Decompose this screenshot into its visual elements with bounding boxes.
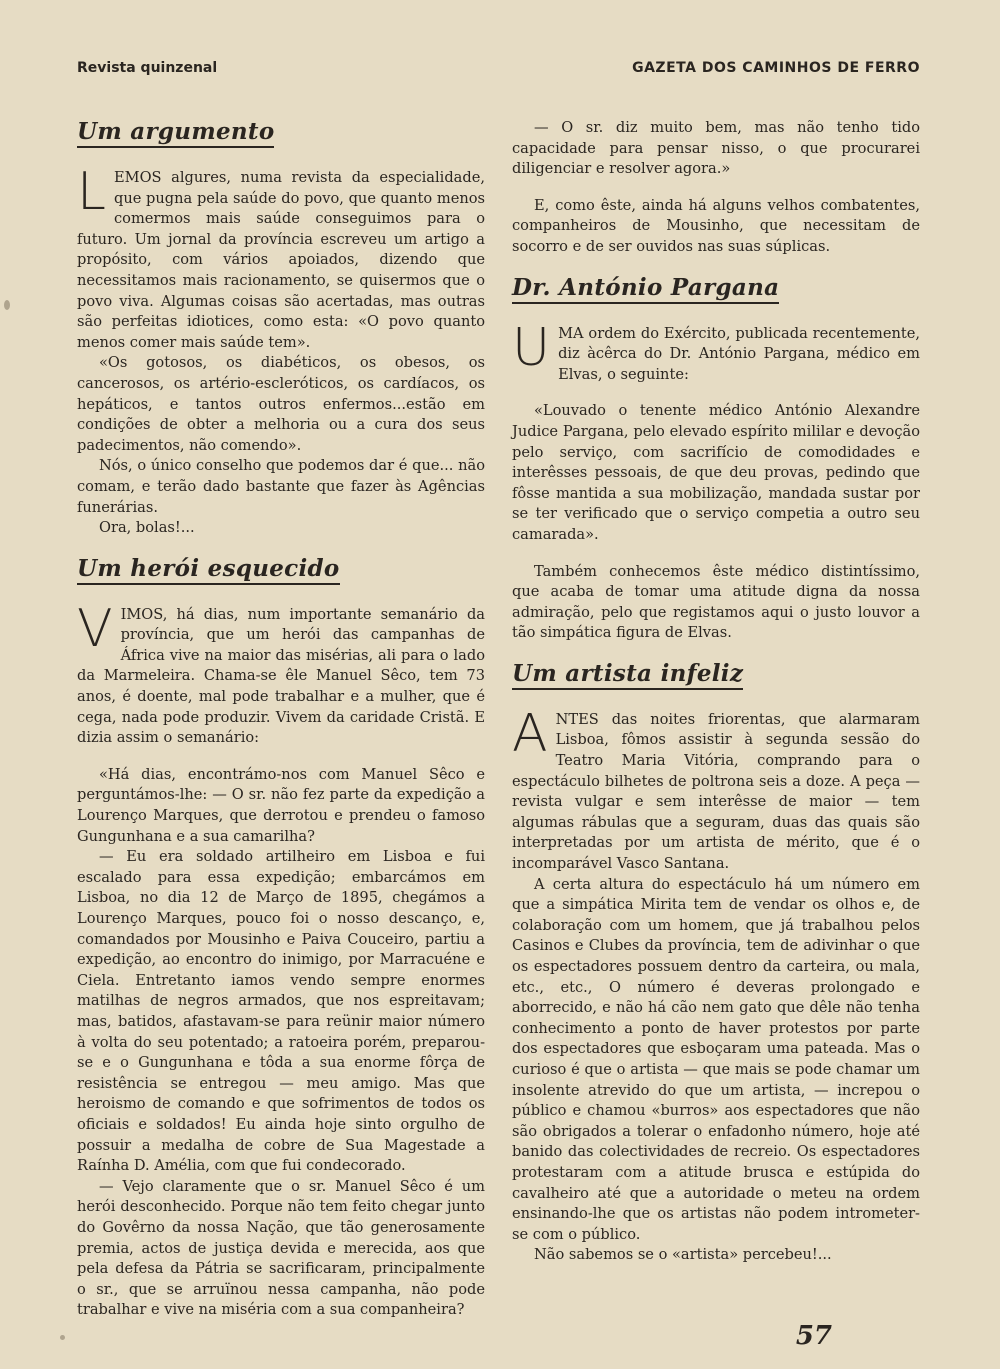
- paragraph: E, como êste, ainda há alguns velhos combatentes, companheiros de Mousinho, que necessitam de socorro e de ser ouvidos nas suas súplicas.: [512, 196, 920, 255]
- article-artista: [512, 703, 920, 1266]
- drop-cap: V: [77, 598, 113, 659]
- paragraph: Também conhecemos êste médico distintíssimo, que acaba de tomar uma atitude digna da nossa admiração, pelo que registamos aqui o justo louvor a tão simpática figura de Elvas.: [512, 562, 920, 642]
- article-argumento: [77, 162, 485, 539]
- article-title-pargana: Dr. António Pargana: [512, 274, 779, 304]
- paper-stain: [4, 300, 10, 310]
- header-left: Revista quinzenal: [77, 60, 218, 76]
- page-number: 57: [795, 1321, 832, 1351]
- drop-cap: A: [512, 703, 548, 764]
- paragraph: VIMOS, há dias, num importante semanário da província, que um herói das campanhas de África vive na maior das misérias, ali para o lado da Marmeleira. Chama-se êle Manuel Sêco, tem 73 anos, é doente, mal pode trabalhar e a mulher, que é cega, nada pode produzir. Vivem da caridade Cristã. E dizia assim o semanário:: [77, 598, 485, 747]
- drop-cap: L: [77, 162, 106, 222]
- article-title-argumento: Um argumento: [77, 118, 274, 148]
- paragraph: «Há dias, encontrámo-nos com Manuel Sêco e perguntámos-lhe: — O sr. não fez parte da expedição a Lourenço Marques, que derrotou e prendeu o famoso Gungunhana e a sua camarilha?: [77, 765, 485, 845]
- paragraph: Não sabemos se o «artista» percebeu!...: [534, 1246, 832, 1264]
- paragraph: UMA ordem do Exército, publicada recentemente, diz àcêrca do Dr. António Pargana, médico em Elvas, o seguinte:: [512, 317, 920, 383]
- right-column: [512, 118, 920, 1266]
- paragraph: — O sr. diz muito bem, mas não tenho tido capacidade para pensar nisso, o que procurarei diligenciar e resolver agora.»: [512, 119, 920, 178]
- paragraph: «Louvado o tenente médico António Alexandre Judice Pargana, pelo elevado espírito mililar e devoção pelo serviço, com sacrifício de comodidades e interêsses pessoais, de que deu provas, pedindo que fôsse mantida a sua mobilização, mandada sustar por se ter verificado que o serviço competia a outro seu camarada».: [512, 402, 920, 543]
- paragraph: — Vejo claramente que o sr. Manuel Sêco é um herói desconhecido. Porque não tem feito chegar junto do Govêrno da nossa Nação, que tão generosamente premia, actos de justiça devida e merecida, aos que pela defesa da Pátria se sacrificaram, principalmente o sr., que se arruïnou nessa campanha, não pode trabalhar e vive na miséria com a sua companheira?: [77, 1177, 485, 1319]
- paragraph: A certa altura do espectáculo há um número em que a simpática Mirita tem de vendar os olhos e, de colaboração com um homem, que já trabalhou pelos Casinos e Clubes da província, tem de adivinhar o que os espectadores possuem dentro da carteira, ou mala, etc., etc., O número é deveras prolongado e aborrecido, e não há cão nem gato que dêle não tenha conhecimento a ponto de haver protestos por parte dos espectadores que esboçaram uma pateada. Mas o curioso é que o artista — que mais se pode chamar um insolente atrevido do que um artista, — increpou o público e chamou «burros» aos espectadores que não são obrigados a tolerar o enfadonho número, hoje até banido das colectividades de recreio. Os espectadores protestaram com a atitude brusca e estúpida do cavalheiro até que a autoridade o meteu na ordem ensinando-lhe que os artistas não podem intrometer-se com o público.: [512, 875, 920, 1243]
- article-title-artista: Um artista infeliz: [512, 660, 743, 690]
- left-column: [77, 110, 485, 1321]
- paragraph: ANTES das noites friorentas, que alarmaram Lisboa, fômos assistir à segunda sessão do Teatro Maria Vitória, comprando para o espectáculo bilhetes de poltrona seis a doze. A peça — revista vulgar e sem interêsse de maior — tem algumas rábulas que a seguram, duas das quais são interpretadas por um artista de mérito, que é o incomparável Vasco Santana.: [512, 703, 920, 873]
- article-heroi: [77, 598, 485, 1321]
- paragraph: Nós, o único conselho que podemos dar é que... não comam, e terão dado bastante que fazer às Agências funerárias.: [77, 457, 485, 516]
- drop-cap: U: [512, 317, 551, 378]
- paragraph: «Os gotosos, os diabéticos, os obesos, os cancerosos, os artério-escleróticos, os cardíacos, os hepáticos, e tantos outros enfermos...estão em condições de obter a melhoria ou a cura dos seus padecimentos, não comendo».: [77, 354, 485, 454]
- article-title-heroi: Um herói esquecido: [77, 555, 340, 585]
- article-pargana: [512, 317, 920, 644]
- paper-stain: [60, 1335, 65, 1340]
- paragraph: LEMOS algures, numa revista da especialidade, que pugna pela saúde do povo, que quanto menos comermos mais saúde conseguimos para o futuro. Um jornal da província escreveu um artigo a propósito, com vários apoiados, dizendo que necessitamos mais racionamento, se quisermos que o povo viva. Algumas coisas são acertadas, mas outras são perfeitas idiotices, como esta: «O povo quanto menos comer mais saúde tem».: [77, 162, 485, 351]
- header-right: GAZETA DOS CAMINHOS DE FERRO: [632, 60, 920, 76]
- paragraph: Ora, bolas!...: [99, 519, 195, 537]
- paragraph: — Eu era soldado artilheiro em Lisboa e fui escalado para essa expedição; embarcámos em Lisboa, no dia 12 de Março de 1895, chegámos a Lourenço Marques, pouco foi o nosso descanço, e, comandados por Mousinho e Paiva Couceiro, partiu a expedição, ao encontro do inimigo, por Marracuéne e Ciela. Entretanto iamos vendo sempre enormes matilhas de negros armados, que nos espreitavam; mas, batidos, afastavam-se para reünir maior número à volta do seu potentado; a ratoeira porém, preparou-se e o Gungunhana e tôda a sua enorme fôrça de resistência se entregou — meu amigo. Mas que heroismo de comando e que sofrimentos de todos os oficiais e soldados! Eu ainda hoje sinto orgulho de possuir a medalha de cobre de Sua Magestade a Raínha D. Amélia, com que fui condecorado.: [77, 848, 485, 1175]
